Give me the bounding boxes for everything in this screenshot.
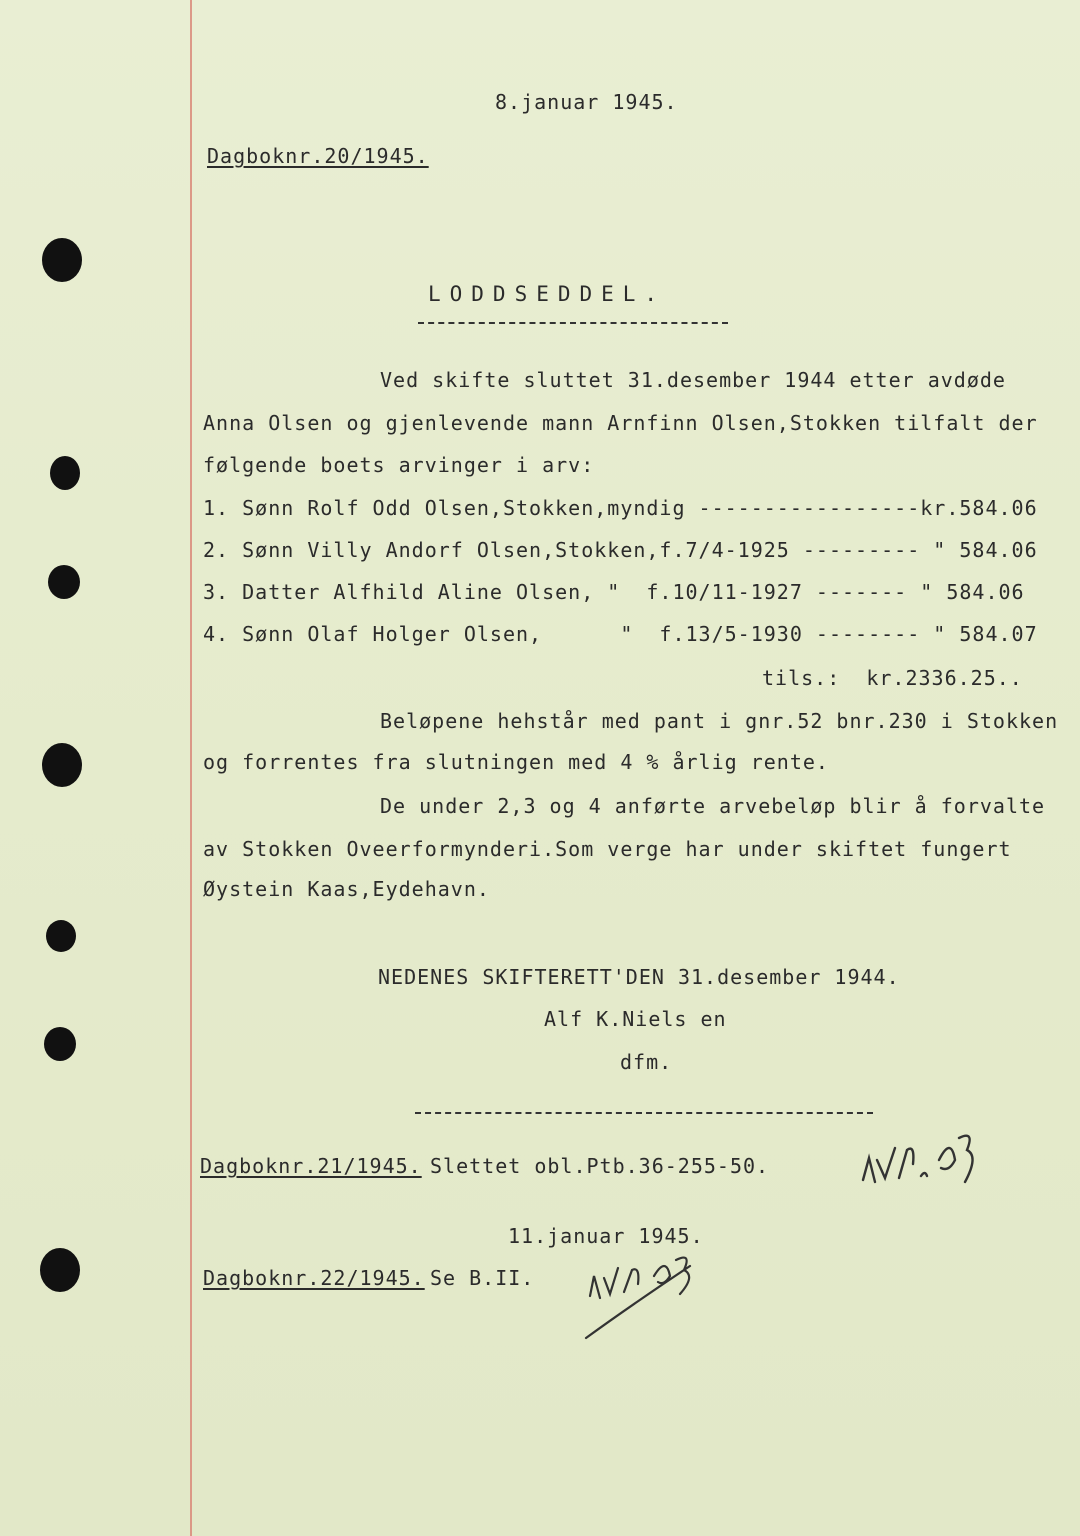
punch-hole bbox=[44, 1027, 76, 1061]
heir-row: 4. Sønn Olaf Holger Olsen, " f.13/5-1930 -------- " 584.07 bbox=[203, 622, 1038, 646]
entry-reference: Dagboknr.20/1945. bbox=[207, 144, 429, 168]
punch-hole bbox=[50, 456, 80, 490]
paragraph-line: Øystein Kaas,Eydehavn. bbox=[203, 877, 490, 901]
punch-hole bbox=[42, 238, 82, 282]
punch-hole bbox=[48, 565, 80, 599]
handwritten-initials bbox=[580, 1246, 710, 1346]
section-divider bbox=[415, 1112, 873, 1114]
court-line: NEDENES SKIFTERETT'DEN 31.desember 1944. bbox=[378, 965, 900, 989]
total-line: tils.: kr.2336.25.. bbox=[762, 666, 1023, 690]
body-line: Anna Olsen og gjenlevende mann Arnfinn Olsen,Stokken tilfalt der bbox=[203, 411, 1038, 435]
entry22-note: Se B.II. bbox=[430, 1266, 535, 1290]
signer-title: dfm. bbox=[620, 1050, 673, 1074]
entry21-note: Slettet obl.Ptb.36-255-50. bbox=[430, 1154, 770, 1178]
entry-date: 8.januar 1945. bbox=[495, 90, 678, 114]
document-title: LODDSEDDEL. bbox=[428, 282, 667, 306]
paragraph-line: Beløpene hehstår med pant i gnr.52 bnr.230 i Stokken bbox=[380, 709, 1059, 733]
title-underline bbox=[418, 322, 728, 324]
heir-row: 1. Sønn Rolf Odd Olsen,Stokken,myndig -----------------kr.584.06 bbox=[203, 496, 1038, 520]
heir-row: 2. Sønn Villy Andorf Olsen,Stokken,f.7/4-1925 --------- " 584.06 bbox=[203, 538, 1038, 562]
body-line: følgende boets arvinger i arv: bbox=[203, 453, 595, 477]
signer-name: Alf K.Niels en bbox=[544, 1007, 727, 1031]
entry21-reference: Dagboknr.21/1945. bbox=[200, 1154, 422, 1178]
paragraph-line: De under 2,3 og 4 anførte arvebeløp blir å forvalte bbox=[380, 794, 1046, 818]
entry22-reference: Dagboknr.22/1945. bbox=[203, 1266, 425, 1290]
body-line: Ved skifte sluttet 31.desember 1944 etter avdøde bbox=[380, 368, 1006, 392]
paragraph-line: og forrentes fra slutningen med 4 % årlig rente. bbox=[203, 750, 829, 774]
punch-hole bbox=[42, 743, 82, 787]
handwritten-initials bbox=[855, 1120, 985, 1200]
paragraph-line: av Stokken Oveerformynderi.Som verge har under skiftet fungert bbox=[203, 837, 1012, 861]
punch-hole bbox=[46, 920, 76, 952]
margin-rule bbox=[190, 0, 192, 1536]
second-date: 11.januar 1945. bbox=[508, 1224, 704, 1248]
heir-row: 3. Datter Alfhild Aline Olsen, " f.10/11-1927 ------- " 584.06 bbox=[203, 580, 1025, 604]
punch-hole bbox=[40, 1248, 80, 1292]
